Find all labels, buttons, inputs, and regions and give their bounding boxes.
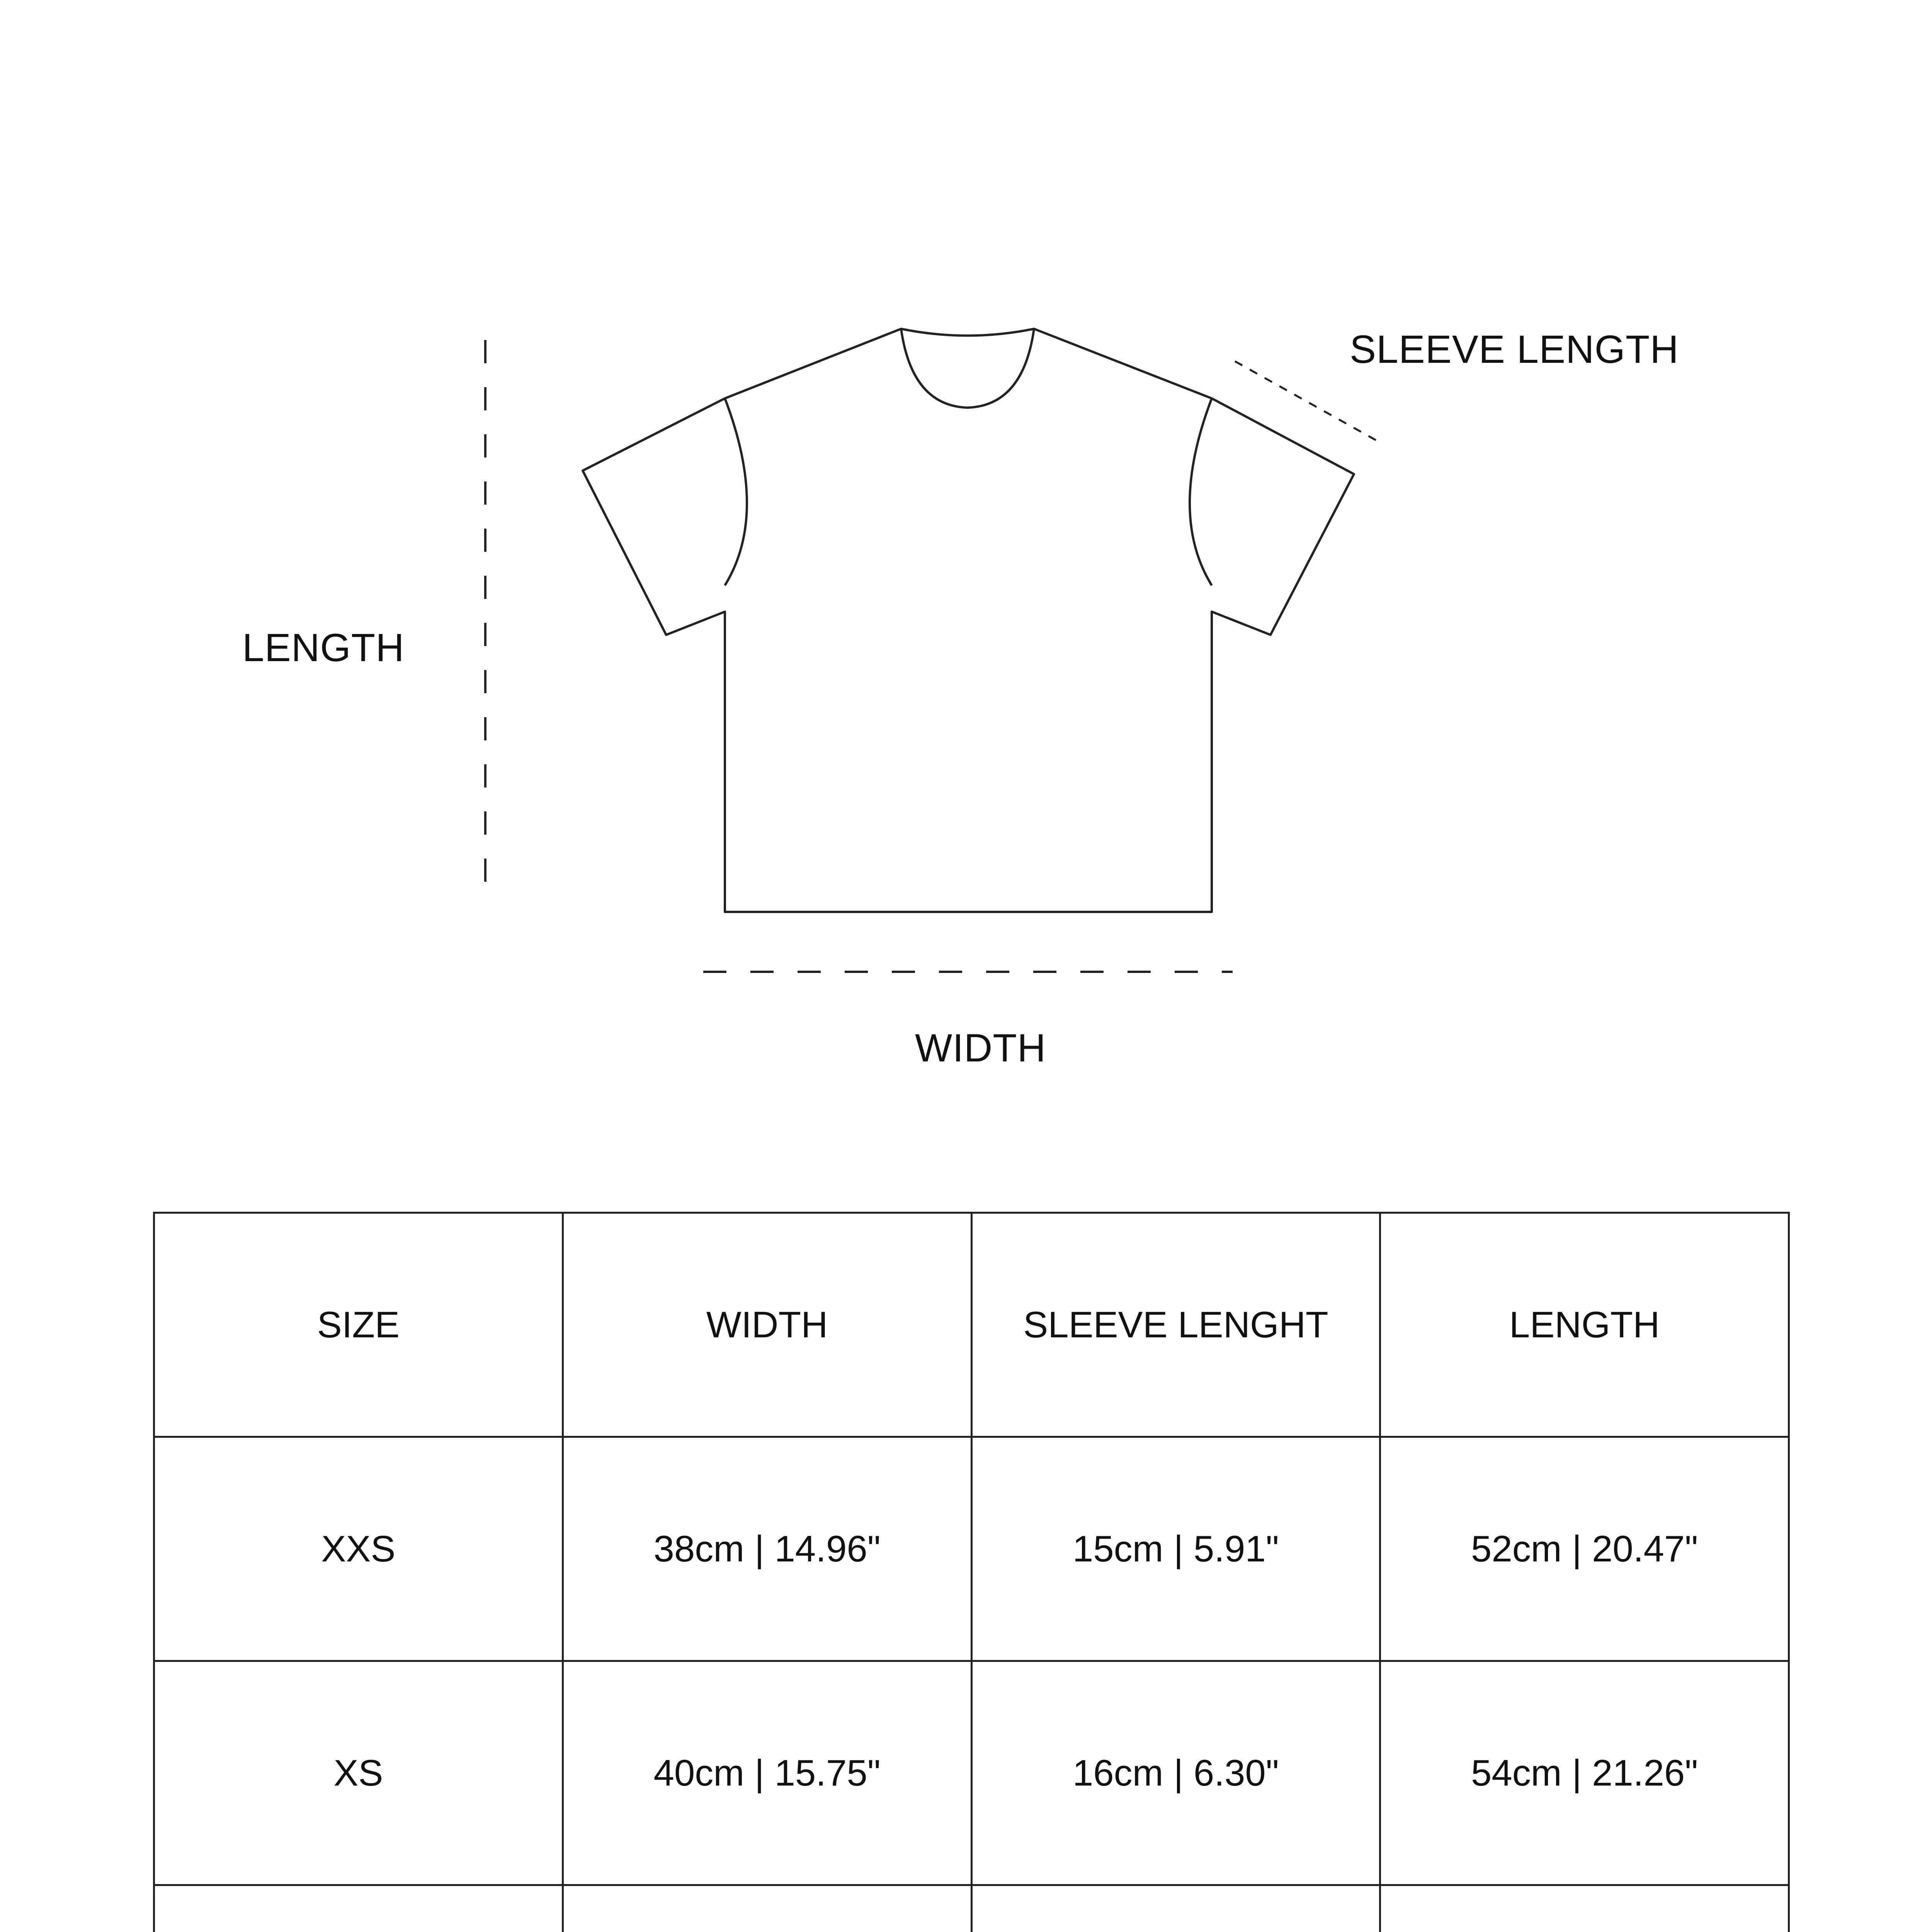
cell-length — [1380, 1885, 1789, 1932]
table-header-row — [154, 1213, 1789, 1437]
cell-size — [154, 1885, 563, 1932]
cell-length: 52cm | 20.47" — [1380, 1437, 1789, 1661]
cell-size: XXS — [154, 1437, 563, 1661]
header-size: SIZE — [154, 1213, 563, 1437]
width-label: WIDTH — [915, 1026, 1046, 1070]
size-chart-table — [153, 1212, 1790, 1932]
collar-inner — [901, 329, 1034, 408]
cell-size: XS — [154, 1661, 563, 1885]
cell-width: 40cm | 15.75" — [563, 1661, 971, 1885]
header-width: WIDTH — [563, 1213, 971, 1437]
table-row — [154, 1437, 1789, 1661]
cell-length: 54cm | 21.26" — [1380, 1661, 1789, 1885]
tshirt-outline — [583, 329, 1354, 912]
cell-width — [563, 1885, 971, 1932]
table-row — [154, 1661, 1789, 1885]
cell-sleeve-length: 16cm | 6.30" — [971, 1661, 1380, 1885]
sleeve-length-label: SLEEVE LENGTH — [1350, 327, 1679, 371]
table-row — [154, 1885, 1789, 1932]
length-label: LENGTH — [242, 626, 405, 670]
header-sleeve-length: SLEEVE LENGHT — [971, 1213, 1380, 1437]
cell-sleeve-length — [971, 1885, 1380, 1932]
cell-sleeve-length: 15cm | 5.91" — [971, 1437, 1380, 1661]
armhole-right — [1190, 398, 1212, 585]
armhole-left — [725, 398, 747, 585]
cell-width: 38cm | 14.96" — [563, 1437, 971, 1661]
sleeve-length-dimension-line — [1235, 361, 1378, 441]
header-length: LENGTH — [1380, 1213, 1789, 1437]
